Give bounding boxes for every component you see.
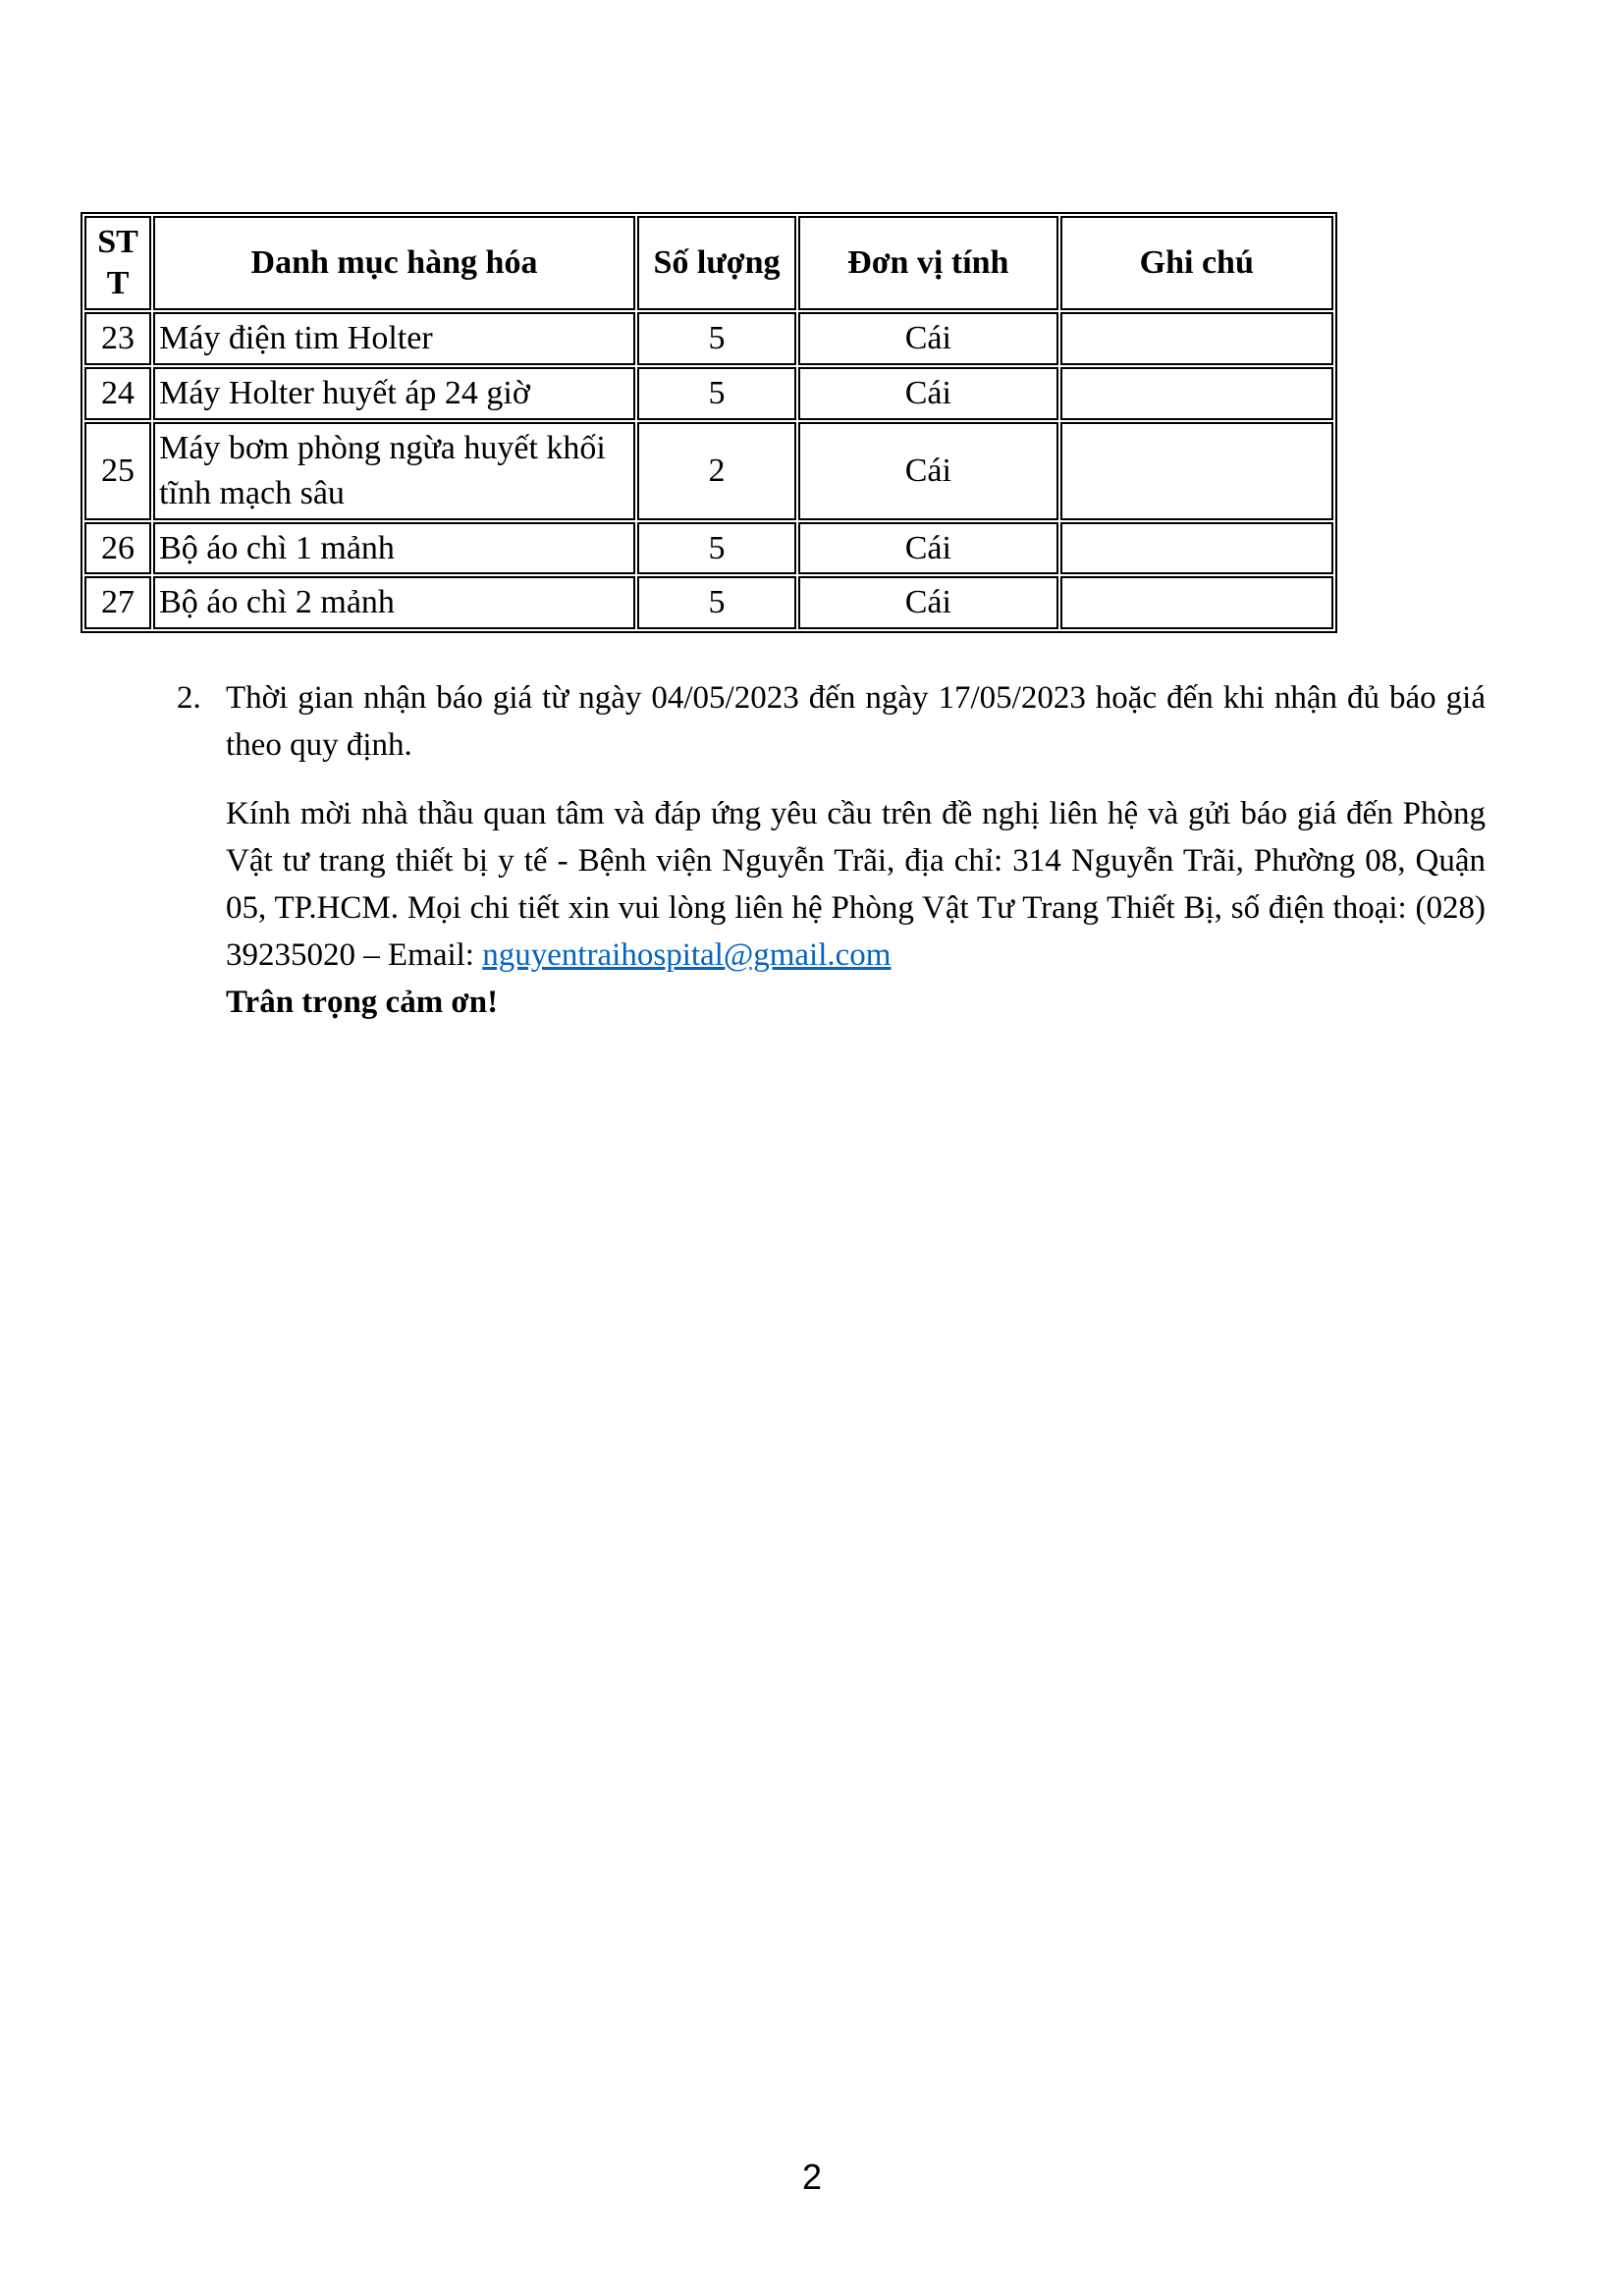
closing-text: Trân trọng cảm ơn! [226, 985, 499, 1021]
quantity-cell: 5 [637, 522, 796, 575]
unit-cell: Cái [798, 576, 1057, 629]
item-number-cell: 26 [84, 522, 151, 575]
list-marker: 2. [177, 680, 201, 717]
quantity-cell: 2 [637, 422, 796, 520]
header-cell-stt: STT [84, 216, 151, 310]
header-cell-unit: Đơn vị tính [798, 216, 1057, 310]
unit-cell: Cái [798, 422, 1057, 520]
table-header-row [84, 216, 1333, 310]
note-cell [1060, 422, 1333, 520]
header-cell-note: Ghi chú [1060, 216, 1333, 310]
note-cell [1060, 367, 1333, 420]
quantity-cell: 5 [637, 367, 796, 420]
item-name-cell: Máy điện tim Holter [153, 312, 635, 365]
quantity-cell: 5 [637, 576, 796, 629]
table-row [84, 576, 1333, 629]
quantity-cell: 5 [637, 312, 796, 365]
item-number-cell: 25 [84, 422, 151, 520]
note-cell [1060, 576, 1333, 629]
item-name-cell: Máy Holter huyết áp 24 giờ [153, 367, 635, 420]
item-name-cell: Bộ áo chì 2 mảnh [153, 576, 635, 629]
table-row [84, 522, 1333, 575]
table-row [84, 312, 1333, 365]
table-row [84, 367, 1333, 420]
item-number-cell: 24 [84, 367, 151, 420]
deadline-paragraph [177, 674, 1486, 769]
header-cell-qty: Số lượng [637, 216, 796, 310]
item-number-cell: 27 [84, 576, 151, 629]
contact-text: Kính mời nhà thầu quan tâm và đáp ứng yêu cầu trên đề nghị liên hệ và gửi báo giá đến Phòng Vật tư trang thiết bị y tế - Bệnh viện Nguyễn Trãi, địa chỉ: 314 Nguyễn Trãi, Phường 08, Quận 05, TP.HCM. Mọi chi tiết xin vui lòng liên hệ Phòng Vật Tư Trang Thiết Bị, số điện thoại: (028) 39235020 – Email: [226, 796, 1486, 974]
table-row [84, 422, 1333, 520]
deadline-text: Thời gian nhận báo giá từ ngày 04/05/2023 đến ngày 17/05/2023 hoặc đến khi nhận đủ báo giá theo quy định. [226, 680, 1486, 764]
header-cell-name: Danh mục hàng hóa [153, 216, 635, 310]
item-number-cell: 23 [84, 312, 151, 365]
unit-cell: Cái [798, 367, 1057, 420]
items-table [81, 212, 1337, 633]
item-name-cell: Bộ áo chì 1 mảnh [153, 522, 635, 575]
page-number: 2 [801, 2157, 823, 2197]
unit-cell: Cái [798, 312, 1057, 365]
contact-paragraph [226, 790, 1486, 979]
note-cell [1060, 522, 1333, 575]
unit-cell: Cái [798, 522, 1057, 575]
email-link[interactable]: nguyentraihospital@gmail.com [482, 937, 892, 974]
item-name-cell: Máy bơm phòng ngừa huyết khối tĩnh mạch sâu [153, 422, 635, 520]
note-cell [1060, 312, 1333, 365]
